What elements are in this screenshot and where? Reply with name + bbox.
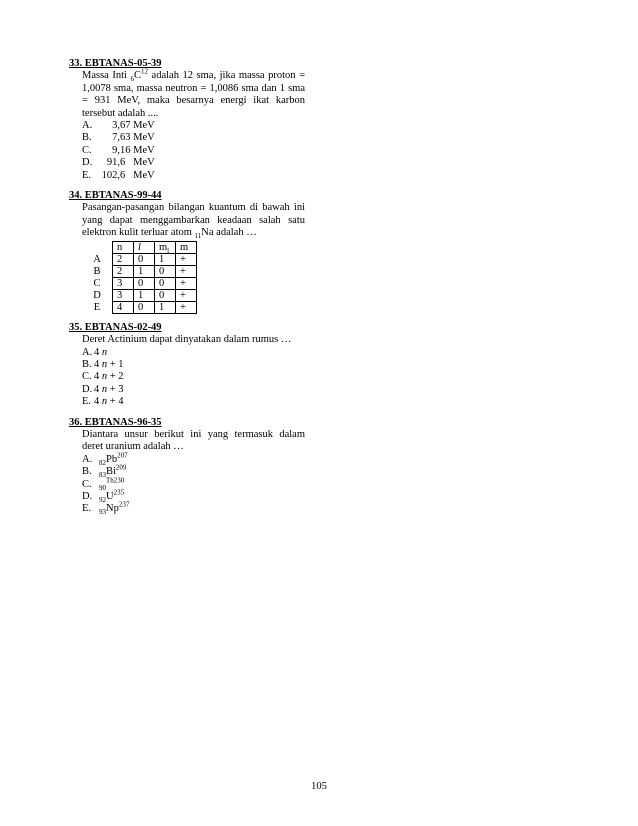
page-number: 105	[311, 781, 327, 792]
table-header-row	[82, 241, 197, 253]
option-d: D. $_{92}U^{235}$	[82, 488, 125, 505]
option-d: D. 91,6 MeV	[82, 157, 155, 169]
header-ml: $m_l$	[155, 241, 176, 253]
question-35-text: Deret Actinium dapat dinyatakan dalam rumus …	[82, 334, 292, 346]
question-36-title: 36. EBTANAS-96-35	[69, 416, 162, 428]
question-34-title: 34. EBTANAS-99-44	[69, 190, 162, 202]
question-35	[69, 322, 305, 409]
question-35-title: 35. EBTANAS-02-49	[69, 321, 162, 333]
table-row: D 3 1 0 +	[82, 289, 197, 301]
option-c: C. 9,16 MeV	[82, 144, 155, 156]
option-a: A. $_{82}Pb^{207}$	[82, 451, 128, 467]
option-c: C. $_{90}^{Th230}$	[82, 476, 125, 492]
option-e: E. 4 n + 4	[82, 396, 124, 408]
table-row: B 2 1 0 +	[82, 265, 197, 277]
question-33	[69, 58, 305, 182]
question-column	[69, 58, 305, 524]
option-b: B. 7,63 MeV	[82, 132, 155, 144]
option-b: B. 4 n + 1	[82, 358, 124, 370]
table-row: E 4 0 1 +	[82, 301, 197, 313]
option-d: D. 4 n + 3	[82, 383, 124, 395]
question-34	[69, 190, 305, 314]
header-n: n	[113, 241, 134, 253]
option-a: A. 3,67 MeV	[82, 120, 155, 132]
question-36	[69, 417, 305, 516]
question-33-text: Massa Inti $_6C^{12}$ adalah 12 sma, jika massa proton = 1,0078 sma, massa neutron = 1,0086 sma dan 1 sma = 931 MeV, maka besarnya energi ikat karbon tersebut adalah ....	[82, 67, 305, 119]
option-b: B. $_{83}Bi^{209}$	[82, 463, 127, 480]
question-34-text: Pasangan-pasangan bilangan kuantum di bawah ini yang dapat menggambarkan keadaan salah satu elektron kulit terluar atom $_{11}$Na adalah …	[82, 202, 305, 241]
quantum-number-table	[82, 241, 197, 314]
question-36-text: Diantara unsur berikut ini yang termasuk dalam deret uranium adalah …	[82, 428, 305, 453]
question-33-title: 33. EBTANAS-05-39	[69, 58, 162, 69]
header-m: m	[176, 241, 197, 253]
header-l: l	[134, 241, 155, 253]
option-c: C. 4 n + 2	[82, 371, 124, 383]
option-e: E. 102,6 MeV	[82, 169, 155, 181]
option-a: A. 4 n	[82, 346, 108, 358]
table-row: A 2 0 1 +	[82, 253, 197, 265]
option-e: E. $_{93}Np^{237}$	[82, 500, 130, 517]
table-row: C 3 0 0 +	[82, 277, 197, 289]
